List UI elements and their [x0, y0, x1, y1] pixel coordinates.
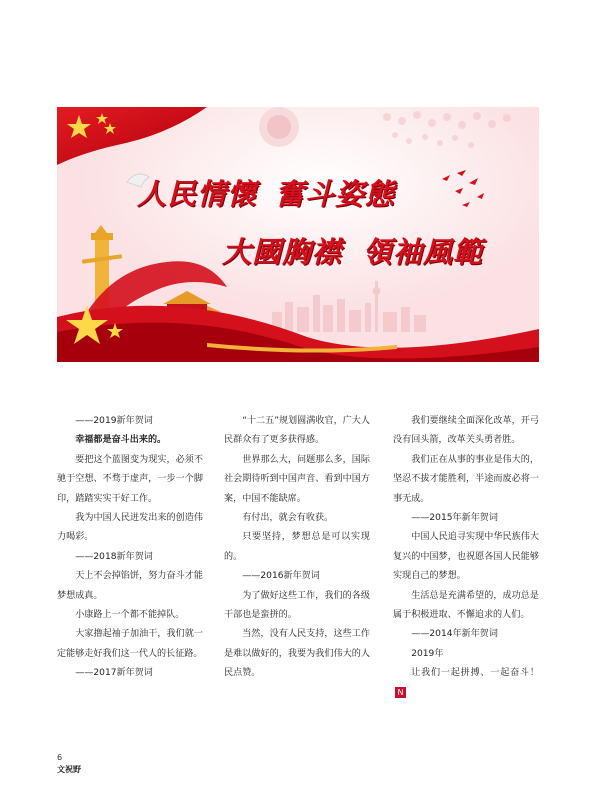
paragraph: 大家撸起袖子加油干，我们就一定能够走好我们这一代人的长征路。 [57, 629, 203, 659]
paragraph: 小康路上一个都不能掉队。 [75, 610, 185, 621]
paragraph: 我们正在从事的事业是伟大的，坚忍不拔才能胜利，半途而废必将一事无成。 [393, 454, 539, 504]
paragraph: ——2019新年贺词 [75, 416, 153, 426]
paragraph: 有付出，就会有收获。 [242, 513, 334, 524]
page-number: 6 [57, 753, 63, 762]
paragraph-text: 让我们一起拼搏、一起奋斗！ [411, 668, 539, 679]
hero-banner [57, 107, 539, 362]
paragraph: 世界那么大，问题那么多，国际社会期待听到中国声音、看到中国方案，中国不能缺席。 [224, 454, 370, 504]
paragraph: 中国人民追寻实现中华民族伟大复兴的中国梦，也祝愿各国人民能够实现自己的梦想。 [393, 532, 539, 582]
paragraph: 我为中国人民迸发出来的创造伟力喝彩。 [57, 513, 203, 543]
paragraph: ——2017新年贺词 [75, 668, 153, 679]
banner-title-4: 領袖風範 [363, 235, 484, 269]
end-mark-icon: N [395, 687, 406, 698]
paragraph: ——2018新年贺词 [75, 551, 153, 562]
text-column-1 [57, 412, 203, 684]
closing-paragraph [393, 664, 539, 703]
paragraph: 生活总是充满希望的，成功总是属于积极进取、不懈追求的人们。 [393, 590, 539, 621]
text-column-2 [224, 412, 370, 684]
paragraph: 我们要继续全面深化改革，开弓没有回头箭，改革关头勇者胜。 [393, 416, 539, 446]
paragraph: 幸福都是奋斗出来的。 [75, 435, 167, 446]
paragraph: “十二五”规划圆满收官，广大人民群众有了更多获得感。 [224, 416, 370, 446]
banner-title-2: 奮斗姿態 [275, 177, 396, 211]
paragraph: ——2015年新年贺词 [411, 513, 498, 524]
banner-title-3: 大國胸襟 [222, 235, 343, 269]
paragraph: ——2014年新年贺词 [411, 629, 498, 640]
text-column-3 [393, 412, 539, 703]
paragraph: 只要坚持，梦想总是可以实现的。 [224, 532, 370, 562]
paragraph: 天上不会掉馅饼，努力奋斗才能梦想成真。 [57, 571, 203, 601]
paragraph: 当然，没有人民支持，这些工作是难以做好的，我要为我们伟大的人民点赞。 [224, 629, 370, 679]
paragraph: 2019年 [411, 648, 444, 659]
banner-title-1: 人民情懷 [137, 177, 258, 211]
paragraph: ——2016新年贺词 [242, 571, 320, 582]
paragraph: 要把这个蓝图变为现实，必须不驰于空想、不骛于虚声，一步一个脚印，踏踏实实干好工作。 [57, 454, 203, 504]
paragraph: 为了做好这些工作，我们的各级干部也是蛮拼的。 [224, 590, 370, 621]
magazine-name: 文祝野 [57, 765, 81, 774]
